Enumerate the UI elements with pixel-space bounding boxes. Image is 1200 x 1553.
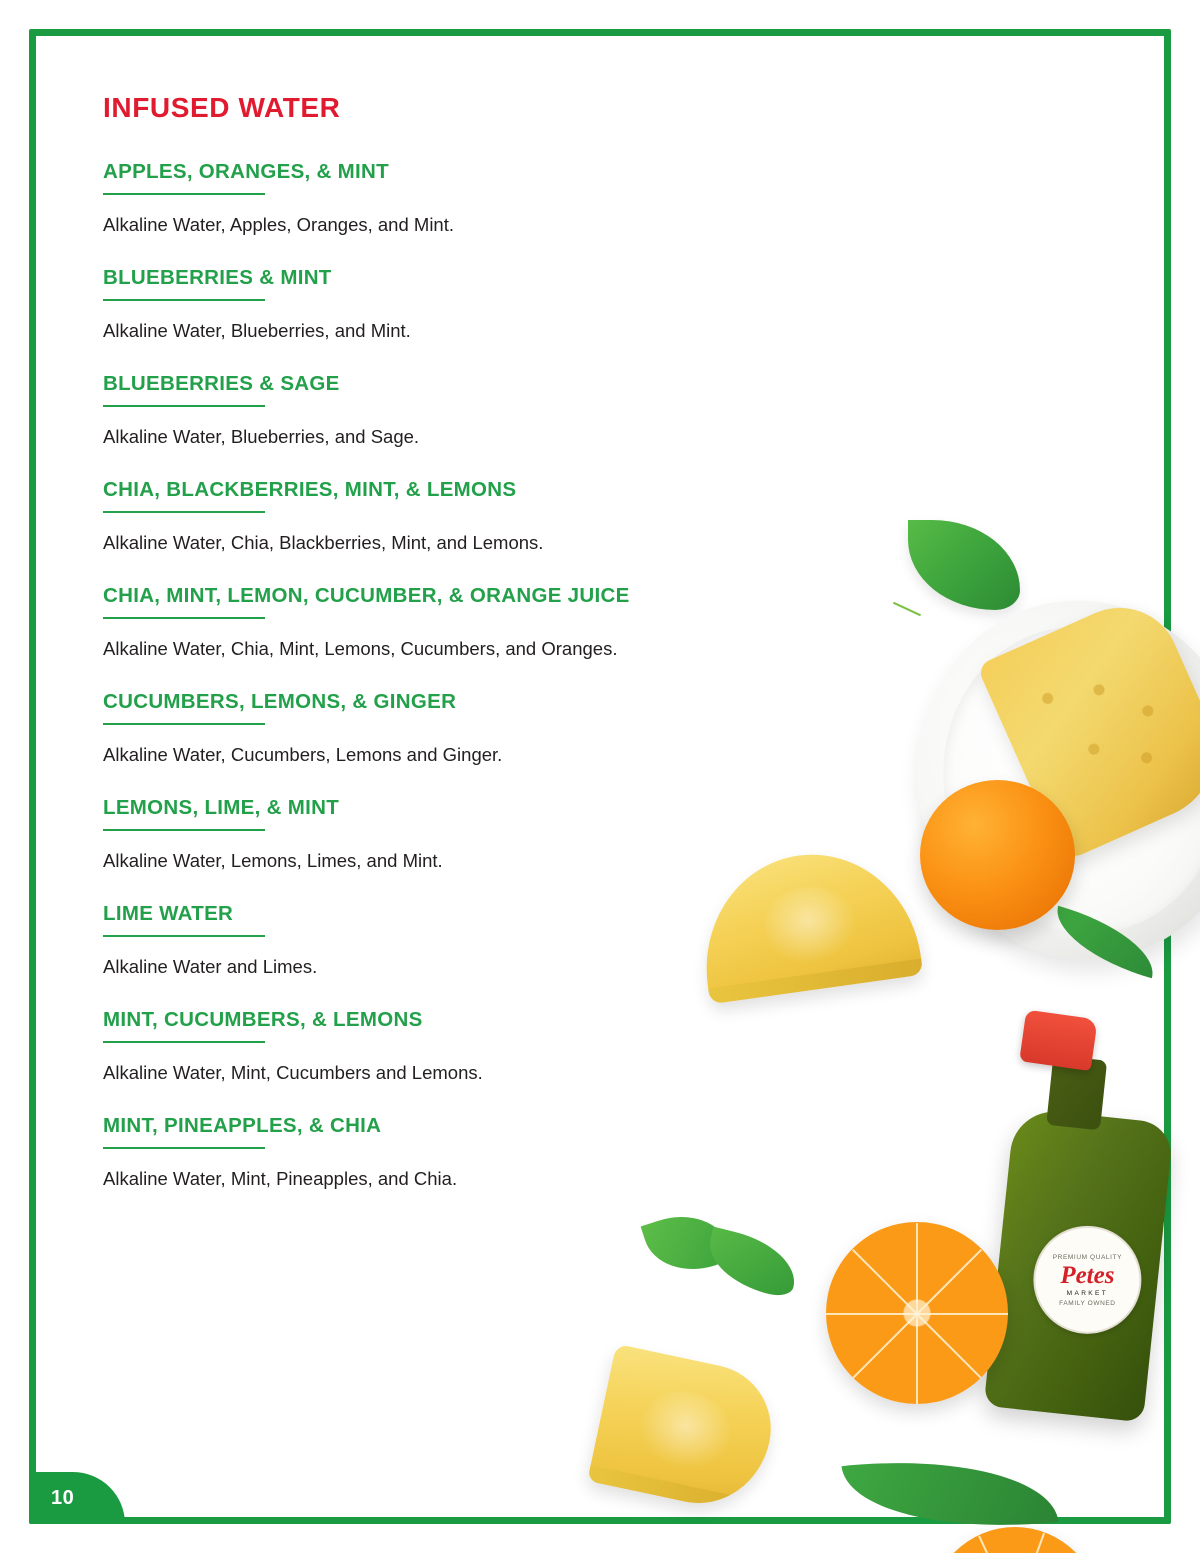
menu-item-name: LEMONS, LIME, & MINT: [103, 795, 340, 819]
label-sub-text: MARKET: [1066, 1289, 1109, 1297]
menu-item-description: Alkaline Water, Blueberries, and Sage.: [103, 425, 420, 447]
menu-item-description: Alkaline Water, Blueberries, and Mint.: [103, 319, 411, 341]
menu-item: [103, 478, 843, 556]
menu-item-name: LIME WATER: [103, 901, 234, 925]
menu-item-divider: [103, 935, 265, 937]
menu-item-name: MINT, CUCUMBERS, & LEMONS: [103, 1007, 423, 1031]
menu-item-divider: [103, 723, 265, 725]
orange-slice-lower: [930, 1527, 1100, 1553]
menu-item: [103, 160, 843, 238]
spinach-leaf-pair-icon: [648, 1205, 808, 1300]
menu-item-description: Alkaline Water and Limes.: [103, 955, 318, 977]
page-number: 10: [51, 1486, 75, 1509]
menu-item: [103, 690, 843, 768]
menu-item-divider: [103, 829, 265, 831]
label-brand-name: Petes: [1060, 1261, 1115, 1289]
menu-item: [103, 584, 843, 662]
menu-content: [103, 92, 843, 1220]
menu-item-divider: [103, 405, 265, 407]
leaf-blade-right: [701, 1227, 803, 1300]
menu-item-name: BLUEBERRIES & MINT: [103, 265, 332, 289]
fruit-bowl-photo: [900, 590, 1200, 1010]
menu-item: [103, 372, 843, 450]
menu-item-divider: [103, 299, 265, 301]
bottle-body: [984, 1107, 1174, 1422]
menu-item-name: APPLES, ORANGES, & MINT: [103, 160, 389, 183]
menu-item-divider: [103, 1041, 265, 1043]
menu-item-name: MINT, PINEAPPLES, & CHIA: [103, 1113, 382, 1137]
pineapple-core: [755, 881, 861, 970]
label-top-text: PREMIUM QUALITY: [1052, 1253, 1123, 1261]
menu-item-divider: [103, 511, 265, 513]
menu-item-divider: [103, 193, 265, 195]
menu-item-description: Alkaline Water, Chia, Mint, Lemons, Cucumbers, and Oranges.: [103, 637, 618, 659]
menu-item-description: Alkaline Water, Mint, Pineapples, and Chia.: [103, 1167, 458, 1189]
menu-item-name: CHIA, BLACKBERRIES, MINT, & LEMONS: [103, 477, 517, 501]
menu-item: [103, 796, 843, 874]
menu-item-name: BLUEBERRIES & SAGE: [103, 371, 340, 395]
menu-item: [103, 1114, 843, 1192]
page-title: INFUSED WATER: [103, 92, 341, 123]
menu-item-description: Alkaline Water, Mint, Cucumbers and Lemons.: [103, 1061, 483, 1083]
menu-item-description: Alkaline Water, Cucumbers, Lemons and Ginger.: [103, 743, 503, 765]
menu-item: [103, 1008, 843, 1086]
menu-item-divider: [103, 1147, 265, 1149]
bottle-cap: [1019, 1010, 1098, 1072]
menu-item: [103, 266, 843, 344]
menu-item-divider: [103, 617, 265, 619]
whole-orange: [920, 780, 1075, 930]
brand-label: [1033, 1226, 1141, 1334]
label-bottom-text: FAMILY OWNED: [1059, 1299, 1116, 1307]
menu-item-description: Alkaline Water, Lemons, Limes, and Mint.: [103, 849, 443, 871]
menu-item-description: Alkaline Water, Apples, Oranges, and Mint.: [103, 214, 454, 235]
pineapple-core: [630, 1383, 740, 1477]
menu-item-name: CHIA, MINT, LEMON, CUCUMBER, & ORANGE JUICE: [103, 583, 630, 607]
menu-item-name: CUCUMBERS, LEMONS, & GINGER: [103, 689, 457, 713]
menu-item-description: Alkaline Water, Chia, Blackberries, Mint, and Lemons.: [103, 531, 544, 553]
orange-slice-upper: [826, 1222, 1008, 1404]
